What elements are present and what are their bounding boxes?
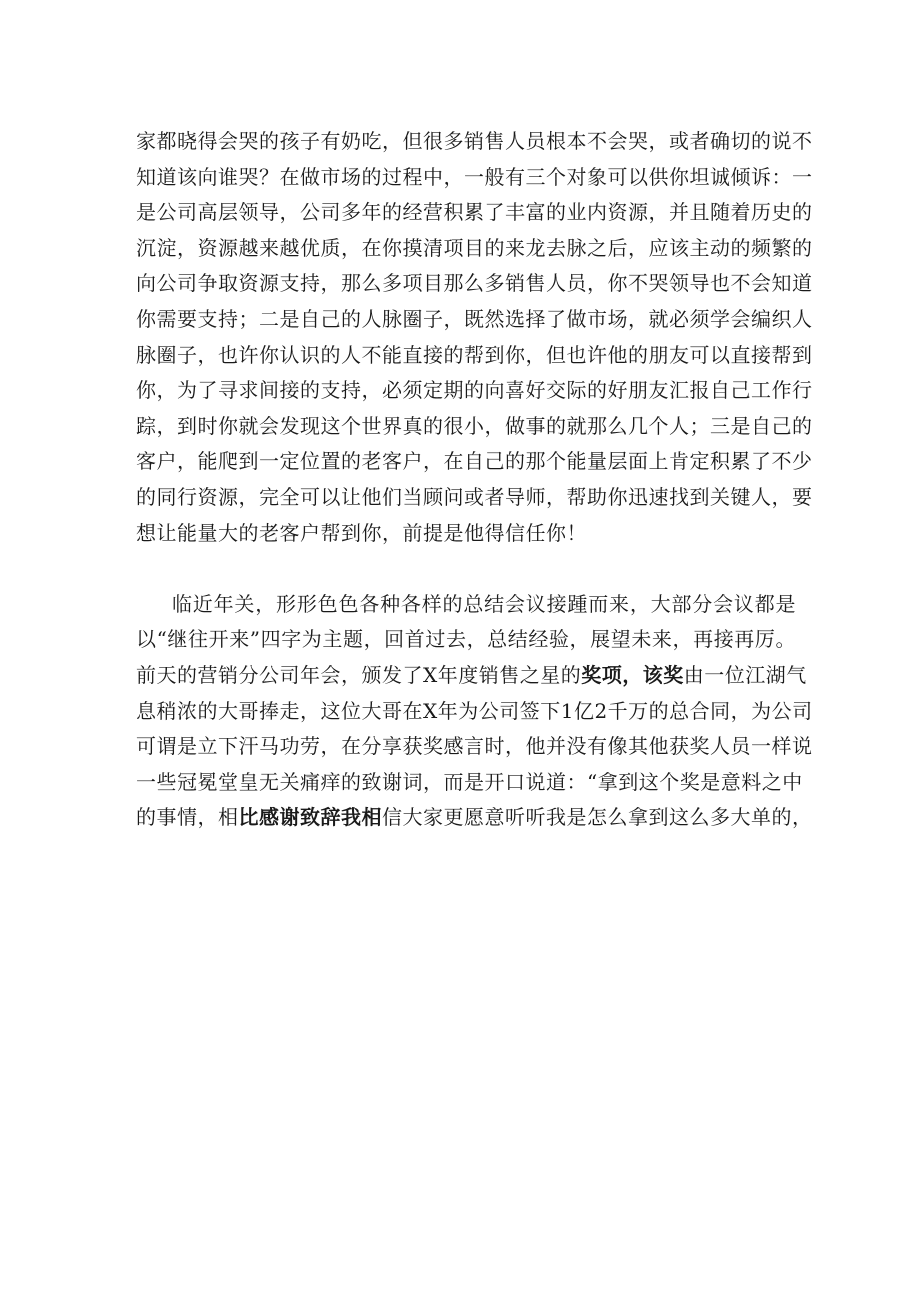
text-line: 想让能量大的老客户帮到你，前提是他得信任你！ <box>136 520 587 545</box>
text-line: 以“继往开来”四字为主题，回首过去，总结经验，展望未来，再接再厉。 <box>136 627 796 652</box>
text-line <box>136 800 813 836</box>
text-line: 踪，到时你就会发现这个世界真的很小，做事的就那么几个人；三是自己的 <box>136 413 813 438</box>
paragraph-2 <box>136 587 813 836</box>
text-line: 向公司争取资源支持，那么多项目那么多销售人员，你不哭领导也不会知道 <box>136 271 813 296</box>
document-body <box>136 124 813 836</box>
text-line: 的同行资源，完全可以让他们当顾问或者导师，帮助你迅速找到关键人，要 <box>136 484 813 509</box>
text-line: 脉圈子，也许你认识的人不能直接的帮到你，但也许他的朋友可以直接帮到 <box>136 342 813 367</box>
text-line: 客户，能爬到一定位置的老客户，在自己的那个能量层面上肯定积累了不少 <box>136 449 813 474</box>
text-span: 由一位江湖气 <box>683 662 807 687</box>
text-line: 你，为了寻求间接的支持，必须定期的向喜好交际的好朋友汇报自己工作行 <box>136 378 813 403</box>
text-line: 你需要支持；二是自己的人脉圈子，既然选择了做市场，就必须学会编织人 <box>136 306 813 331</box>
text-span: 前天的营销分公司年会，颁发了X年度销售之星的 <box>136 662 582 687</box>
bold-text-span: 奖项，该奖 <box>581 662 684 687</box>
text-line: 家都晓得会哭的孩子有奶吃，但很多销售人员根本不会哭，或者确切的说不 <box>136 129 813 153</box>
text-line: 知道该向谁哭？在做市场的过程中，一般有三个对象可以供你坦诚倾诉：一 <box>136 164 813 189</box>
paragraph-spacer <box>136 551 796 587</box>
text-span: 信大家更愿意听听我是怎么拿到这么多大单的， <box>382 805 813 830</box>
bold-text-span: 比感谢致辞我相 <box>238 805 382 830</box>
text-line: 一些冠冕堂皇无关痛痒的致谢词，而是开口说道：“拿到这个奖是意料之中 <box>136 769 803 794</box>
text-span: 的事情，相 <box>136 805 239 830</box>
text-line: 可谓是立下汗马功劳，在分享获奖感言时，他并没有像其他获奖人员一样说 <box>136 734 813 759</box>
paragraph-1 <box>136 124 813 551</box>
text-line: 沉淀，资源越来越优质，在你摸清项目的来龙去脉之后，应该主动的频繁的 <box>136 235 813 260</box>
text-line: 是公司高层领导，公司多年的经营积累了丰富的业内资源，并且随着历史的 <box>136 200 813 225</box>
text-line: 息稍浓的大哥捧走，这位大哥在X年为公司签下1亿2千万的总合同，为公司 <box>136 698 813 723</box>
text-line <box>136 658 807 694</box>
text-line: 临近年关，形形色色各种各样的总结会议接踵而来，大部分会议都是 <box>172 591 796 616</box>
